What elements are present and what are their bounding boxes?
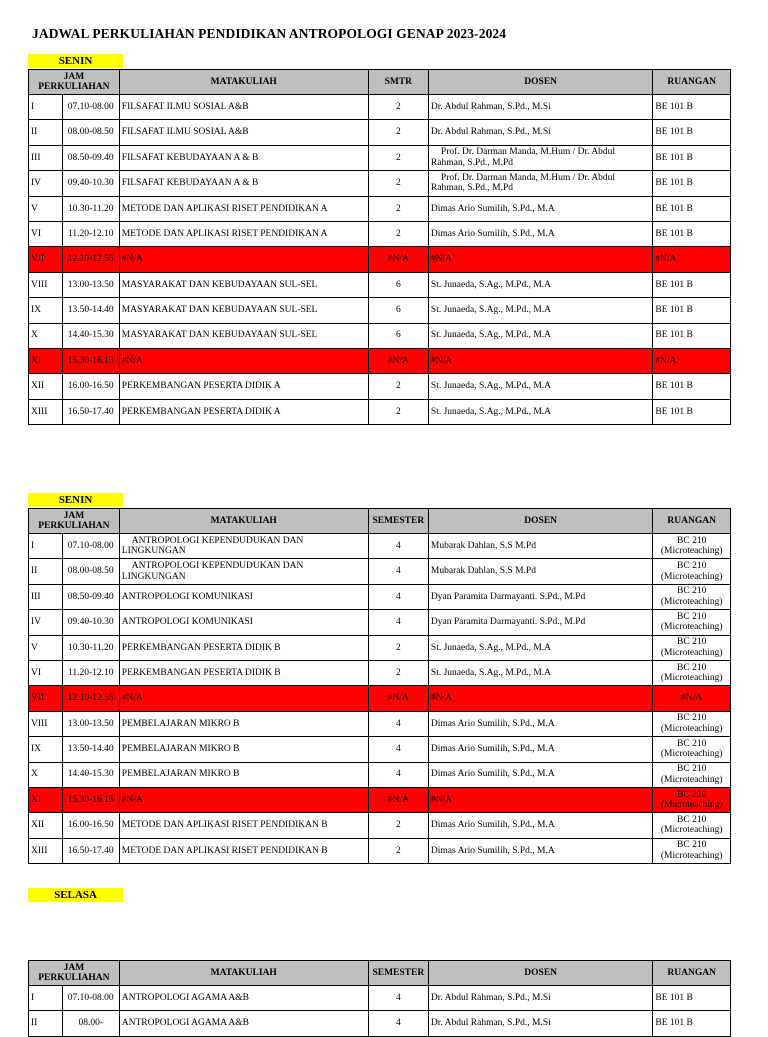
time-cell: 08.00-08.50 xyxy=(62,120,119,145)
table-row xyxy=(29,686,731,711)
semester-cell: 2 xyxy=(368,374,428,399)
lecturer-cell: Dimas Ario Sumilih, S.Pd., M.A xyxy=(428,221,652,246)
time-cell: 16.00-16.50 xyxy=(62,813,119,838)
semester-cell: 2 xyxy=(368,660,428,685)
course-cell: ANTROPOLOGI KEPENDUDUKAN DAN LINGKUNGAN xyxy=(119,559,368,584)
semester-cell: 2 xyxy=(368,95,428,120)
course-cell: FILSAFAT ILMU SOSIAL A&B xyxy=(119,120,368,145)
header-matakuliah: MATAKULIAH xyxy=(119,961,368,986)
time-cell: 08.50-09.40 xyxy=(62,145,119,170)
room-cell: BC 210 (Microteaching) xyxy=(653,610,731,635)
course-cell: #N/A xyxy=(119,686,368,711)
session-number-cell: II xyxy=(29,1011,63,1036)
course-cell: PERKEMBANGAN PESERTA DIDIK B xyxy=(119,635,368,660)
course-cell: MASYARAKAT DAN KEBUDAYAAN SUL-SEL xyxy=(119,323,368,348)
time-cell: 10.30-11.20 xyxy=(62,635,119,660)
time-cell: 13.50-14.40 xyxy=(62,737,119,762)
room-cell: BE 101 B xyxy=(653,145,731,170)
room-cell: BC 210 (Microteaching) xyxy=(653,838,731,863)
room-cell: BC 210 (Microteaching) xyxy=(653,534,731,559)
table-row xyxy=(29,787,731,812)
semester-cell: 6 xyxy=(368,323,428,348)
lecturer-cell: Dr. Abdul Rahman, S.Pd., M.Si xyxy=(428,1011,652,1036)
room-cell: BE 101 B xyxy=(653,1011,731,1036)
lecturer-cell: St. Junaeda, S.Ag., M.Pd., M.A xyxy=(428,298,652,323)
semester-cell: 2 xyxy=(368,221,428,246)
session-number-cell: XII xyxy=(29,374,63,399)
time-cell: 07.10-08.00 xyxy=(62,986,119,1011)
session-number-cell: V xyxy=(29,635,63,660)
table-row xyxy=(29,399,731,424)
table-row xyxy=(29,660,731,685)
lecturer-cell: St. Junaeda, S.Ag., M.Pd., M.A xyxy=(428,660,652,685)
lecturer-cell: #N/A xyxy=(428,787,652,812)
course-cell: PERKEMBANGAN PESERTA DIDIK B xyxy=(119,660,368,685)
lecturer-cell: Dyan Paramita Darmayanti. S.Pd., M.Pd xyxy=(428,610,652,635)
session-number-cell: VI xyxy=(29,660,63,685)
table-row xyxy=(29,559,731,584)
semester-cell: #N/A xyxy=(368,247,428,272)
time-cell: 11.20-12.10 xyxy=(62,660,119,685)
time-cell: 12.10-12.55 xyxy=(62,686,119,711)
semester-cell: 2 xyxy=(368,171,428,196)
session-number-cell: VII xyxy=(29,247,63,272)
table-row xyxy=(29,221,731,246)
session-number-cell: V xyxy=(29,196,63,221)
table-row xyxy=(29,247,731,272)
room-cell: BC 210 (Microteaching) xyxy=(653,635,731,660)
table-row xyxy=(29,534,731,559)
semester-cell: #N/A xyxy=(368,787,428,812)
time-cell: 08.00-08.50 xyxy=(62,559,119,584)
lecturer-cell: Prof. Dr. Darman Manda, M.Hum / Dr. Abdul Rahman, S.Pd., M.Pd xyxy=(428,145,652,170)
room-cell: BC 210 (Microteaching) xyxy=(653,711,731,736)
header-jam: JAM PERKULIAHAN xyxy=(29,509,120,534)
course-cell: PERKEMBANGAN PESERTA DIDIK A xyxy=(119,374,368,399)
table-row xyxy=(29,635,731,660)
semester-cell: 4 xyxy=(368,559,428,584)
course-cell: PERKEMBANGAN PESERTA DIDIK A xyxy=(119,399,368,424)
header-semester: SMTR xyxy=(368,70,428,95)
lecturer-cell: Dimas Ario Sumilih, S.Pd., M.A xyxy=(428,762,652,787)
semester-cell: 4 xyxy=(368,762,428,787)
room-cell: BE 101 B xyxy=(653,986,731,1011)
session-number-cell: XIII xyxy=(29,399,63,424)
session-number-cell: XII xyxy=(29,813,63,838)
time-cell: 07.10-08.00 xyxy=(62,534,119,559)
lecturer-cell: Dr. Abdul Rahman, S.Pd., M.Si xyxy=(428,986,652,1011)
table-row xyxy=(29,986,731,1011)
time-cell: 16.50-17.40 xyxy=(62,399,119,424)
table-row xyxy=(29,374,731,399)
session-number-cell: I xyxy=(29,95,63,120)
lecturer-cell: Prof. Dr. Darman Manda, M.Hum / Dr. Abdul Rahman, S.Pd., M.Pd xyxy=(428,171,652,196)
room-cell: BE 101 B xyxy=(653,374,731,399)
time-cell: 08.50-09.40 xyxy=(62,584,119,609)
table-header-row xyxy=(29,509,731,534)
session-number-cell: X xyxy=(29,762,63,787)
course-cell: ANTROPOLOGI KOMUNIKASI xyxy=(119,584,368,609)
lecturer-cell: Dr. Abdul Rahman, S.Pd., M.Si xyxy=(428,95,652,120)
schedule-table-senin-2 xyxy=(28,508,731,864)
time-cell: 07.10-08.00 xyxy=(62,95,119,120)
course-cell: MASYARAKAT DAN KEBUDAYAAN SUL-SEL xyxy=(119,298,368,323)
course-cell: ANTROPOLOGI KOMUNIKASI xyxy=(119,610,368,635)
lecturer-cell: St. Junaeda, S.Ag., M.Pd., M.A xyxy=(428,272,652,297)
table-row xyxy=(29,196,731,221)
session-number-cell: XI xyxy=(29,348,63,373)
semester-cell: 4 xyxy=(368,534,428,559)
session-number-cell: III xyxy=(29,145,63,170)
lecturer-cell: St. Junaeda, S.Ag., M.Pd., M.A xyxy=(428,374,652,399)
room-cell: BE 101 B xyxy=(653,120,731,145)
schedule-table-senin-1 xyxy=(28,69,731,425)
table-row xyxy=(29,813,731,838)
semester-cell: 2 xyxy=(368,399,428,424)
semester-cell: 4 xyxy=(368,584,428,609)
course-cell: METODE DAN APLIKASI RISET PENDIDIKAN A xyxy=(119,196,368,221)
semester-cell: 6 xyxy=(368,298,428,323)
semester-cell: 4 xyxy=(368,711,428,736)
day-label-senin-1: SENIN xyxy=(28,54,123,68)
lecturer-cell: #N/A xyxy=(428,247,652,272)
course-cell: PEMBELAJARAN MIKRO B xyxy=(119,737,368,762)
day-label-senin-2: SENIN xyxy=(28,493,123,507)
table-row xyxy=(29,323,731,348)
table-row xyxy=(29,348,731,373)
semester-cell: 4 xyxy=(368,1011,428,1036)
lecturer-cell: Dimas Ario Sumilih, S.Pd., M.A xyxy=(428,711,652,736)
table-row xyxy=(29,762,731,787)
room-cell: BE 101 B xyxy=(653,196,731,221)
table-row xyxy=(29,171,731,196)
room-cell: BC 210 (Microteaching) xyxy=(653,660,731,685)
room-cell: BE 101 B xyxy=(653,221,731,246)
course-cell: METODE DAN APLIKASI RISET PENDIDIKAN B xyxy=(119,838,368,863)
session-number-cell: IX xyxy=(29,298,63,323)
lecturer-cell: Dimas Ario Sumilih, S.Pd., M.A xyxy=(428,813,652,838)
time-cell: 15.30-16.15 xyxy=(62,348,119,373)
room-cell: BE 101 B xyxy=(653,399,731,424)
table-row xyxy=(29,120,731,145)
lecturer-cell: Dyan Paramita Darmayanti. S.Pd., M.Pd xyxy=(428,584,652,609)
table-row xyxy=(29,838,731,863)
course-cell: ANTROPOLOGI AGAMA A&B xyxy=(119,1011,368,1036)
lecturer-cell: St. Junaeda, S.Ag., M.Pd., M.A xyxy=(428,635,652,660)
time-cell: 08.00- xyxy=(62,1011,119,1036)
time-cell: 09.40-10.30 xyxy=(62,171,119,196)
header-dosen: DOSEN xyxy=(428,509,652,534)
course-cell: #N/A xyxy=(119,348,368,373)
lecturer-cell: St. Junaeda, S.Ag., M.Pd., M.A xyxy=(428,323,652,348)
header-matakuliah: MATAKULIAH xyxy=(119,509,368,534)
semester-cell: 2 xyxy=(368,196,428,221)
time-cell: 13.00-13.50 xyxy=(62,272,119,297)
session-number-cell: X xyxy=(29,323,63,348)
header-ruangan: RUANGAN xyxy=(653,961,731,986)
session-number-cell: XI xyxy=(29,787,63,812)
header-semester: SEMESTER xyxy=(368,961,428,986)
table-row xyxy=(29,145,731,170)
lecturer-cell: Dimas Ario Sumilih, S.Pd., M.A xyxy=(428,838,652,863)
lecturer-cell: St. Junaeda, S.Ag., M.Pd., M.A xyxy=(428,399,652,424)
course-cell: #N/A xyxy=(119,787,368,812)
header-semester: SEMESTER xyxy=(368,509,428,534)
room-cell: BE 101 B xyxy=(653,95,731,120)
table-row xyxy=(29,298,731,323)
table-header-row xyxy=(29,961,731,986)
session-number-cell: IX xyxy=(29,737,63,762)
session-number-cell: III xyxy=(29,584,63,609)
course-cell: FILSAFAT ILMU SOSIAL A&B xyxy=(119,95,368,120)
course-cell: #N/A xyxy=(119,247,368,272)
schedule-table-selasa xyxy=(28,960,731,1037)
room-cell: BC 210 (Microteaching) xyxy=(653,762,731,787)
room-cell: BC 210 (Microteaching) xyxy=(653,787,731,812)
room-cell: BE 101 B xyxy=(653,323,731,348)
course-cell: FILSAFAT KEBUDAYAAN A & B xyxy=(119,145,368,170)
session-number-cell: IV xyxy=(29,610,63,635)
header-ruangan: RUANGAN xyxy=(653,509,731,534)
room-cell: #N/A xyxy=(653,348,731,373)
time-cell: 16.00-16.50 xyxy=(62,374,119,399)
session-number-cell: VII xyxy=(29,686,63,711)
room-cell: #N/A xyxy=(653,247,731,272)
session-number-cell: XIII xyxy=(29,838,63,863)
header-matakuliah: MATAKULIAH xyxy=(119,70,368,95)
course-cell: METODE DAN APLIKASI RISET PENDIDIKAN A xyxy=(119,221,368,246)
page-title: JADWAL PERKULIAHAN PENDIDIKAN ANTROPOLOGI GENAP 2023-2024 xyxy=(32,26,507,41)
table-row xyxy=(29,272,731,297)
lecturer-cell: Dr. Abdul Rahman, S.Pd., M.Si xyxy=(428,120,652,145)
table-row xyxy=(29,584,731,609)
semester-cell: 2 xyxy=(368,145,428,170)
time-cell: 12.10-12.55 xyxy=(62,247,119,272)
course-cell: MASYARAKAT DAN KEBUDAYAAN SUL-SEL xyxy=(119,272,368,297)
room-cell: BC 210 (Microteaching) xyxy=(653,737,731,762)
time-cell: 13.00-13.50 xyxy=(62,711,119,736)
header-dosen: DOSEN xyxy=(428,70,652,95)
time-cell: 16.50-17.40 xyxy=(62,838,119,863)
session-number-cell: VI xyxy=(29,221,63,246)
table-row xyxy=(29,610,731,635)
lecturer-cell: #N/A xyxy=(428,686,652,711)
semester-cell: #N/A xyxy=(368,348,428,373)
table-row xyxy=(29,95,731,120)
room-cell: BC 210 (Microteaching) xyxy=(653,813,731,838)
room-cell: BE 101 B xyxy=(653,272,731,297)
room-cell: #N/A xyxy=(653,686,731,711)
room-cell: BE 101 B xyxy=(653,171,731,196)
room-cell: BC 210 (Microteaching) xyxy=(653,584,731,609)
table-row xyxy=(29,711,731,736)
time-cell: 11.20-12.10 xyxy=(62,221,119,246)
semester-cell: 2 xyxy=(368,635,428,660)
header-ruangan: RUANGAN xyxy=(653,70,731,95)
course-cell: FILSAFAT KEBUDAYAAN A & B xyxy=(119,171,368,196)
course-cell: PEMBELAJARAN MIKRO B xyxy=(119,711,368,736)
lecturer-cell: Mubarak Dahlan, S.S M.Pd xyxy=(428,534,652,559)
session-number-cell: I xyxy=(29,534,63,559)
course-cell: METODE DAN APLIKASI RISET PENDIDIKAN B xyxy=(119,813,368,838)
time-cell: 13.50-14.40 xyxy=(62,298,119,323)
table-row xyxy=(29,737,731,762)
lecturer-cell: Dimas Ario Sumilih, S.Pd., M.A xyxy=(428,737,652,762)
time-cell: 09.40-10.30 xyxy=(62,610,119,635)
semester-cell: 2 xyxy=(368,120,428,145)
semester-cell: 4 xyxy=(368,610,428,635)
session-number-cell: II xyxy=(29,559,63,584)
table-header-row xyxy=(29,70,731,95)
semester-cell: 2 xyxy=(368,813,428,838)
session-number-cell: II xyxy=(29,120,63,145)
semester-cell: 6 xyxy=(368,272,428,297)
session-number-cell: VIII xyxy=(29,711,63,736)
header-dosen: DOSEN xyxy=(428,961,652,986)
session-number-cell: VIII xyxy=(29,272,63,297)
room-cell: BE 101 B xyxy=(653,298,731,323)
course-cell: PEMBELAJARAN MIKRO B xyxy=(119,762,368,787)
time-cell: 15.30-16.15 xyxy=(62,787,119,812)
course-cell: ANTROPOLOGI AGAMA A&B xyxy=(119,986,368,1011)
day-label-selasa: SELASA xyxy=(28,888,123,902)
time-cell: 14.40-15.30 xyxy=(62,762,119,787)
lecturer-cell: Dimas Ario Sumilih, S.Pd., M.A xyxy=(428,196,652,221)
lecturer-cell: Mubarak Dahlan, S.S M.Pd xyxy=(428,559,652,584)
time-cell: 10.30-11.20 xyxy=(62,196,119,221)
semester-cell: 4 xyxy=(368,986,428,1011)
time-cell: 14.40-15.30 xyxy=(62,323,119,348)
room-cell: BC 210 (Microteaching) xyxy=(653,559,731,584)
session-number-cell: IV xyxy=(29,171,63,196)
semester-cell: 2 xyxy=(368,838,428,863)
course-cell: ANTROPOLOGI KEPENDUDUKAN DAN LINGKUNGAN xyxy=(119,534,368,559)
semester-cell: #N/A xyxy=(368,686,428,711)
header-jam: JAM PERKULIAHAN xyxy=(29,961,120,986)
semester-cell: 4 xyxy=(368,737,428,762)
session-number-cell: I xyxy=(29,986,63,1011)
lecturer-cell: #N/A xyxy=(428,348,652,373)
header-jam: JAM PERKULIAHAN xyxy=(29,70,120,95)
